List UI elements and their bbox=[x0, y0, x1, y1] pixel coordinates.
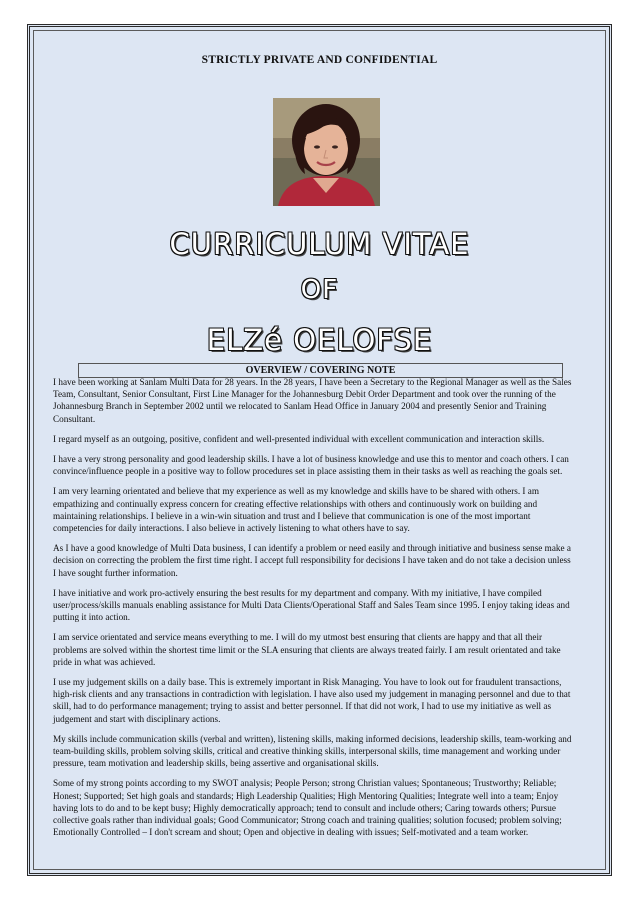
paragraph: I regard myself as an outgoing, positive, confident and well-presented individual with excellent communication and interaction skills. bbox=[53, 433, 545, 444]
paragraph: My skills include communication skills (verbal and written), listening skills, making informed decisions, leadership skills, team-working and team-building skills, problem solving skills, critical and creative thinking skills, interpersonal skills, time management and working under pressure, team motivation and leadership skills, being assertive and organisational skills. bbox=[53, 733, 572, 769]
cv-name: ELZé OELOFSE bbox=[206, 323, 433, 357]
confidential-header: STRICTLY PRIVATE AND CONFIDENTIAL bbox=[201, 54, 438, 66]
paragraph: I am very learning orientated and believe that my experience as well as my knowledge and skills have to be shared with others. I am empathizing and continually express concern for creating effective relationships with others and continuously work on building and maintaining relationships. I believe in a win-win situation and trust and I believe that communication is one of the most important competencies for daily interactions. I also believe in actively listening to what others have to say. bbox=[53, 486, 540, 534]
paragraph: As I have a good knowledge of Multi Data business, I can identify a problem or need easily and through initiative and business sense make a decision on correcting the problem the first time right. I accept full responsibility for decisions I have taken and do not take a decision unless I have sought further information. bbox=[53, 543, 571, 578]
paragraph: I have a very strong personality and good leadership skills. I have a lot of business knowledge and use this to mentor and coach others. I can convince/influence people in a positive way to follow procedures set in place assisting them in their tasks as well as reaching the goals set. bbox=[53, 454, 569, 477]
cv-title: CURRICULUM VITAE bbox=[169, 227, 470, 261]
paragraph: I am service orientated and service means everything to me. I will do my utmost best ensuring that clients are happy and that all their problems are solved within the shortest time limit or the SLA ensuring that clients are always treated fairly. I am result orientated and take pride in what was achieved. bbox=[53, 632, 561, 667]
portrait-image bbox=[273, 98, 380, 206]
paragraph: Some of my strong points according to my SWOT analysis; People Person; strong Christian values; Spontaneous; Trustworthy; Reliable; Honest; Supported; Set high goals and standards; High Leadership Qualities; High Mentoring Qualities; Integrate well into a team; Enjoy having lots to do and to be kept busy; Highly democratically approach; tend to consult and include others; Caring towards others; Pursue collective goals rather than individual goals; Good Communicator; Strong coach and training qualities; solution focused; problem solving; Emotionally Controlled – I don't scream and shout; Open and objective in dealing with issues; Self-motivated and a team worker. bbox=[53, 778, 562, 838]
section-heading: OVERVIEW / COVERING NOTE bbox=[78, 363, 563, 378]
cv-title-of: OF bbox=[300, 275, 339, 305]
paragraph: I have initiative and work pro-actively ensuring the best results for my department and company. With my initiative, I have compiled user/process/skills manuals enabling assistance for Multi Data Clients/Operational Staff and Sales Team since 1995. I enjoy taking ideas and putting it into action. bbox=[53, 587, 570, 623]
paragraph: I have been working at Sanlam Multi Data for 28 years. In the 28 years, I have been a Secretary to the Regional Manager as well as the Sales Team, Consultant, Senior Consultant, First Line Manager for the Johannesburg Debit Order Department and took over the running of the Johannesburg Branch in September 2002 until we relocated to Sanlam Head Office in January 2004 and presently Senior and Training Consultant. bbox=[53, 377, 572, 424]
paragraph: I use my judgement skills on a daily base. This is extremely important in Risk Managing. You have to look out for fraudulent transactions, high-risk clients and any transactions in contradiction with legislation. I have also used my judgement in managing personnel and due to that skill, had to do performance management; trying to assist and better personnel. If that did not work, I had to use my initiative as well as judgement and start with disciplinary actions. bbox=[53, 677, 571, 724]
profile-photo bbox=[273, 98, 380, 206]
overview-body bbox=[53, 376, 573, 847]
